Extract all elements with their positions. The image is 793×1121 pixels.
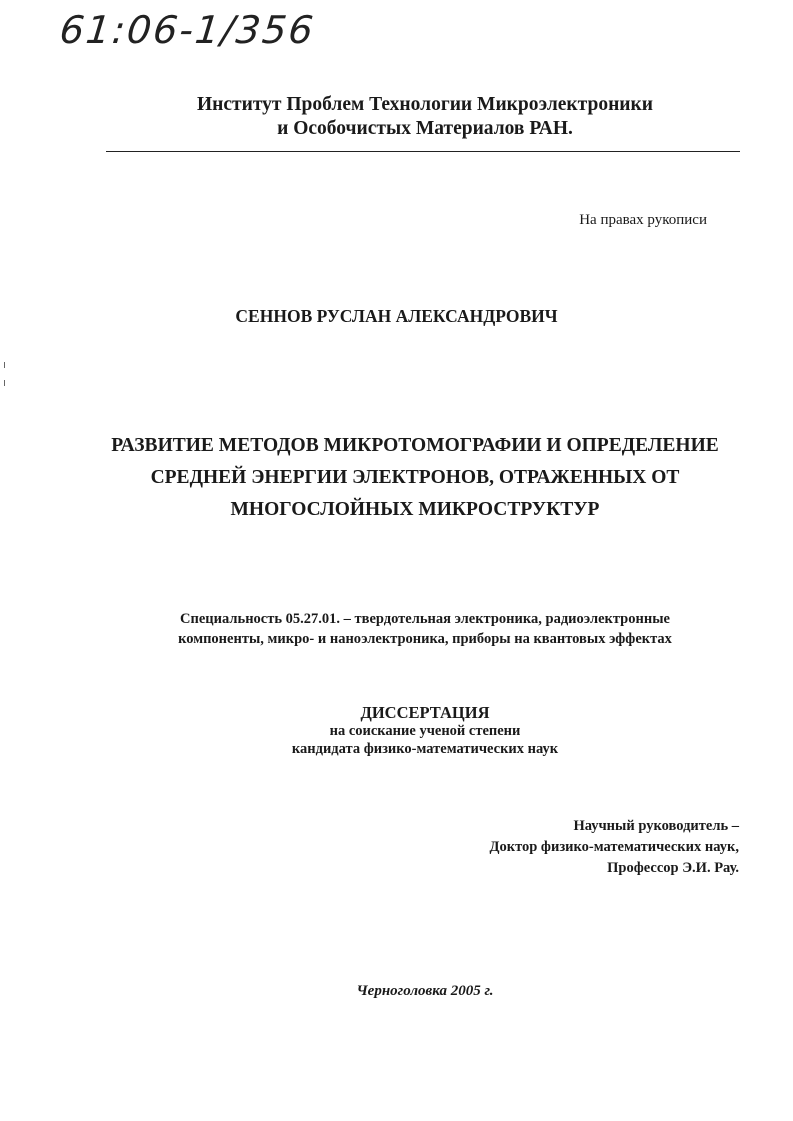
margin-mark xyxy=(4,362,5,368)
institute-name xyxy=(105,93,745,141)
thesis-title xyxy=(80,430,750,526)
supervisor-line-1: Научный руководитель – xyxy=(573,818,739,834)
dissertation-line-1: на соискание ученой степени xyxy=(329,723,521,739)
dissertation-line-2: кандидата физико-математических наук xyxy=(291,741,559,757)
author-name: СЕННОВ РУСЛАН АЛЕКСАНДРОВИЧ xyxy=(235,306,558,326)
specialty xyxy=(80,609,770,649)
manuscript-rights: На правах рукописи xyxy=(579,212,707,228)
supervisor-line-2: Доктор физико-математических наук, xyxy=(489,839,739,855)
thesis-title-line-1: РАЗВИТИЕ МЕТОДОВ МИКРОТОМОГРАФИИ И ОПРЕДЕЛЕНИЕ xyxy=(111,435,719,456)
thesis-title-line-3: МНОГОСЛОЙНЫХ МИКРОСТРУКТУР xyxy=(230,499,600,520)
dissertation-heading: ДИССЕРТАЦИЯ xyxy=(360,703,490,722)
margin-mark xyxy=(4,380,5,386)
institute-line-1: Институт Проблем Технологии Микроэлектроники xyxy=(196,94,654,115)
thesis-title-line-2: СРЕДНЕЙ ЭНЕРГИИ ЭЛЕКТРОНОВ, ОТРАЖЕННЫХ ОТ xyxy=(150,467,680,488)
specialty-line-1: Специальность 05.27.01. – твердотельная электроника, радиоэлектронные xyxy=(180,611,670,627)
header-divider xyxy=(106,151,740,152)
supervisor-block xyxy=(489,816,739,879)
specialty-line-2: компоненты, микро- и наноэлектроника, приборы на квантовых эффектах xyxy=(178,631,672,647)
dissertation-block xyxy=(80,704,770,758)
place-and-year: Черноголовка 2005 г. xyxy=(356,983,494,999)
handwritten-archive-number: 61:06-1/356 xyxy=(57,8,318,52)
supervisor-line-3: Профессор Э.И. Рау. xyxy=(607,860,739,876)
institute-line-2: и Особочистых Материалов РАН. xyxy=(277,118,573,139)
